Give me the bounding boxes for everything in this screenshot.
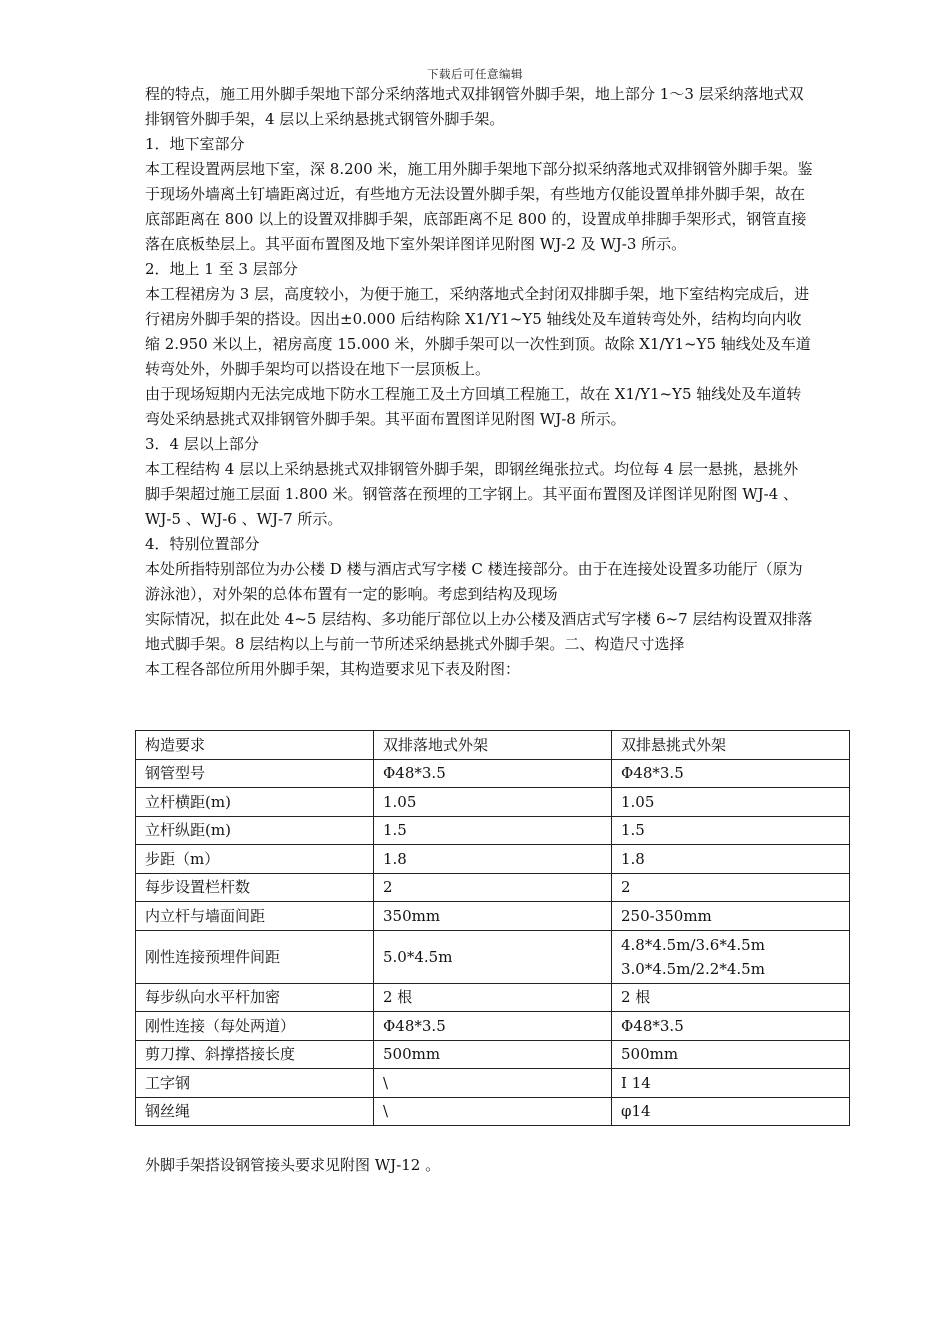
cell-line: Φ48*3.5 [621, 764, 684, 783]
cell-line: 3.0*4.5m/2.2*4.5m [621, 959, 765, 978]
table-cell: 2 根 [374, 983, 612, 1012]
section-heading: 3．4 层以上部分 [145, 435, 259, 453]
paragraph: 本工程设置两层地下室，深 8.200 米，施工用外脚手架地下部分拟采纳落地式双排钢管外脚手架。鉴于现场外墙离土钉墙距离过近，有些地方无法设置外脚手架，有些地方仅能设置单排外脚手架，故在底部距离在 800 以上的设置双排脚手架，底部距离不足 800 的，设置成单排脚手架形式，钢管直接落在底板垫层上。其平面布置图及地下室外架详图详见附图 WJ-2 及 WJ-3 所示。 [145, 160, 813, 253]
paragraph: 由于现场短期内无法完成地下防水工程施工及土方回填工程施工，故在 X1/Y1~Y5 轴线处及车道转弯处采纳悬挑式双排钢管外脚手架。其平面布置图详见附图 WJ-8 所示。 [145, 385, 802, 428]
table-cell [612, 845, 850, 874]
paragraph: 本工程结构 4 层以上采纳悬挑式双排钢管外脚手架，即钢丝绳张拉式。均位每 4 层一悬挑，悬挑外脚手架超过施工层面 1.800 米。钢管落在预埋的工字钢上。其平面布置图及详图详见附图 WJ-4 、WJ-5 、WJ-6 、WJ-7 所示。 [145, 460, 799, 528]
table-cell [612, 1012, 850, 1041]
header-cell: 构造要求 [136, 731, 374, 760]
table-row [136, 816, 850, 845]
table-cell [612, 902, 850, 931]
table-row [136, 1012, 850, 1041]
table-cell [612, 816, 850, 845]
table-row [136, 1040, 850, 1069]
table-cell [612, 983, 850, 1012]
cell-line: 500mm [621, 1045, 679, 1064]
cell-line: 4.8*4.5m/3.6*4.5m [621, 935, 765, 954]
table-header-row [136, 731, 850, 760]
cell-line: 2 根 [621, 988, 651, 1007]
table-cell: \ [374, 1069, 612, 1098]
table-cell: 350mm [374, 902, 612, 931]
table-row [136, 983, 850, 1012]
cell-line: I 14 [621, 1073, 651, 1092]
scaffold-spec-table [135, 730, 850, 1126]
table-cell: 工字钢 [136, 1069, 374, 1098]
table-cell [612, 930, 850, 983]
table-cell: 500mm [374, 1040, 612, 1069]
table-cell: 1.05 [374, 788, 612, 817]
table-cell [612, 873, 850, 902]
table-cell: 剪刀撑、斜撑搭接长度 [136, 1040, 374, 1069]
table-cell: 立杆纵距(m) [136, 816, 374, 845]
table-cell: Φ48*3.5 [374, 1012, 612, 1041]
table-cell: \ [374, 1097, 612, 1126]
table-cell: Φ48*3.5 [374, 759, 612, 788]
table-row [136, 845, 850, 874]
cell-line: 2 [621, 878, 631, 897]
table-intro: 本工程各部位所用外脚手架，其构造要求见下表及附图： [145, 660, 521, 678]
table-cell [612, 1097, 850, 1126]
table-cell: 内立杆与墙面间距 [136, 902, 374, 931]
cell-line: 250-350mm [621, 906, 712, 925]
header-cell: 双排落地式外架 [374, 731, 612, 760]
paragraph: 本工程裙房为 3 层，高度较小，为便于施工，采纳落地式全封闭双排脚手架，地下室结构完成后，进行裙房外脚手架的搭设。因出±0.000 后结构除 X1/Y1~Y5 轴线处及车道转弯处外，结构均向内收缩 2.950 米以上，裙房高度 15.000 米，外脚手架可以一次性到顶。故除 X1/Y1~Y5 轴线处及车道转弯处外，外脚手架均可以搭设在地下一层顶板上。 [145, 285, 811, 378]
cell-line: Φ48*3.5 [621, 1016, 684, 1035]
page-header: 下载后可任意编辑 [427, 67, 523, 81]
table-cell [612, 1040, 850, 1069]
table-row [136, 902, 850, 931]
table-cell: 刚性连接预埋件间距 [136, 930, 374, 983]
table-cell: 5.0*4.5m [374, 930, 612, 983]
table-row [136, 930, 850, 983]
table-cell [612, 788, 850, 817]
table-row [136, 759, 850, 788]
header-cell: 双排悬挑式外架 [612, 731, 850, 760]
paragraph: 实际情况，拟在此处 4~5 层结构、多功能厅部位以上办公楼及酒店式写字楼 6~7 层结构设置双排落地式脚手架。8 层结构以上与前一节所述采纳悬挑式外脚手架。二、构造尺寸选择 [145, 610, 813, 653]
footer-note: 外脚手架搭设钢管接头要求见附图 WJ-12 。 [145, 1156, 441, 1174]
section-heading: 4．特别位置部分 [145, 535, 260, 553]
section-heading: 2．地上 1 至 3 层部分 [145, 260, 298, 278]
table-cell: 每步纵向水平杆加密 [136, 983, 374, 1012]
table-cell: 钢管型号 [136, 759, 374, 788]
section-heading: 1．地下室部分 [145, 135, 245, 153]
table-cell: 立杆横距(m) [136, 788, 374, 817]
table-cell [612, 759, 850, 788]
table-row [136, 788, 850, 817]
cell-line: 1.5 [621, 821, 645, 840]
table-cell [612, 1069, 850, 1098]
table-cell: 刚性连接（每处两道） [136, 1012, 374, 1041]
paragraph: 程的特点，施工用外脚手架地下部分采纳落地式双排钢管外脚手架，地上部分 1～3 层采纳落地式双排钢管外脚手架，4 层以上采纳悬挑式钢管外脚手架。 [145, 85, 804, 128]
table-cell: 每步设置栏杆数 [136, 873, 374, 902]
cell-line: 1.8 [621, 849, 645, 868]
cell-line: 1.05 [621, 792, 655, 811]
paragraph: 本处所指特别部位为办公楼 D 楼与酒店式写字楼 C 楼连接部分。由于在连接处设置多功能厅（原为游泳池），对外架的总体布置有一定的影响。考虑到结构及现场 [145, 560, 803, 603]
document-body [145, 82, 813, 682]
table-row [136, 1069, 850, 1098]
table-cell: 2 [374, 873, 612, 902]
table-cell: 钢丝绳 [136, 1097, 374, 1126]
table-cell: 1.8 [374, 845, 612, 874]
cell-line: φ14 [621, 1102, 651, 1121]
table-cell: 步距（m） [136, 845, 374, 874]
table-row [136, 1097, 850, 1126]
table-row [136, 873, 850, 902]
table-cell: 1.5 [374, 816, 612, 845]
